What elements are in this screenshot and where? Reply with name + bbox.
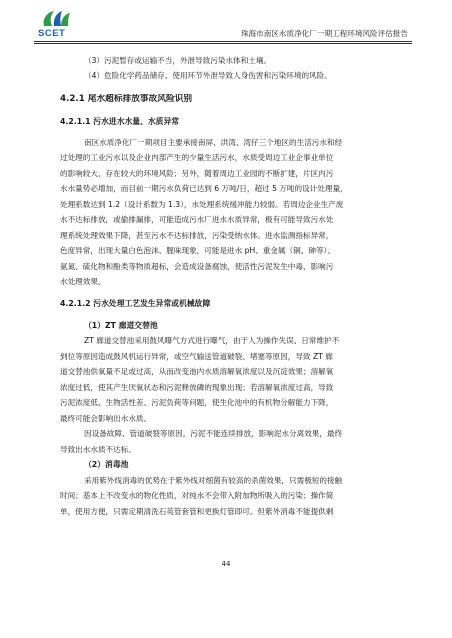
paragraph-line: 最终可能会影响出水水质。 — [60, 413, 152, 423]
page-header — [0, 0, 452, 44]
section-heading: （2）消毒池 — [84, 460, 129, 470]
section-heading: 4.2.1.1 污水进水水量、水质异常 — [60, 117, 180, 127]
paragraph-line: 南区水质净化厂一期项目主要承接南屏、洪湾、湾仔三个地区的生活污水和经 — [84, 137, 343, 147]
paragraph-line: 道交替池供氧量不足或过高，从而改变池内水质溶解氧浓度以及沉淀效果；溶解氧 — [60, 367, 334, 377]
paragraph-line: 时间；基本上不改变水的物化性质，对纯水不会带入附加物所吸入的污染；操作简 — [60, 491, 334, 501]
logo-text: SCET — [38, 28, 66, 39]
paragraph-line: 水水量势必增加，而目前一期污水负荷已达到 6 万吨/日，超过 5 万吨的设计处理量， — [60, 184, 348, 194]
paragraph-line: （4）危险化学药品储存、使用环节外泄导致人身伤害和污染环境的风险。 — [84, 71, 332, 81]
paragraph-line: 采用紫外线消毒的优势在于紫外线对细菌有较高的杀菌效果，只需极短的接触 — [84, 475, 343, 485]
paragraph-line: 的影响较大，存在较大的环境风险；另外，随着周边工业园的不断扩建，片区内污 — [60, 168, 334, 178]
paragraph-line: 到位等原因造成鼓风机运行异常，或空气输送管道破裂、堵塞等原因，导致 ZT 廊 — [60, 351, 333, 361]
paragraph-line: 理系统处理效果下降，甚至污水不达标排放，污染受纳水体。进水监测指标异常， — [60, 230, 334, 240]
paragraph-line: （3）污泥暂存或运输不当，外泄导致污染水体和土壤。 — [84, 56, 272, 65]
section-heading: 4.2.1.2 污水处理工艺发生异常或机械故障 — [60, 299, 211, 309]
paragraph-line: 水处理效果。 — [60, 277, 106, 287]
paragraph-line: 导致出水水质不达标。 — [60, 444, 136, 454]
report-header-title: 珠海市南区水质净化厂一期工程环境风险评估报告 — [240, 29, 408, 38]
paragraph-line: 色度异常，出现大量白色泡沫、腥味现象，可能是进水 pH、重金属（铜、砷等）、 — [60, 246, 335, 256]
paragraph-line: 单，使用方便，只需定期清洗石英管套管和更换灯管即可。但紫外消毒不能提供剩 — [60, 506, 334, 516]
section-heading: 4.2.1 尾水超标排放事故风险识别 — [60, 93, 193, 104]
paragraph-line: 因设备故障、管道破裂等原因，污泥不能连续排放，影响泥水分离效果，最终 — [84, 429, 343, 439]
paragraph-line: 过处理的工业污水以及企业内部产生的少量生活污水，水质受周边工业企事业单位 — [60, 153, 334, 163]
section-heading: （1）ZT 廊道交替池 — [84, 320, 158, 330]
paragraph-line: 处理系数达到 1.2（设计系数为 1.3），水处理系统缓冲能力较弱。若周边企业生产废 — [60, 199, 344, 209]
paragraph-line: 水不达标排放，或偷排漏排，可能造成污水厂进水水质异常，极有可能导致污水处 — [60, 215, 334, 225]
paragraph-line: 氨氮、硫化物和酚类等物质超标，会造成设备腐蚀，使活性污泥发生中毒，影响污 — [60, 261, 334, 271]
page-number: 44 — [221, 560, 231, 568]
paragraph-line: 浓度过低，使其产生厌氧状态和污泥释放磷的现象出现；若溶解氧浓度过高，导致 — [60, 382, 334, 392]
paragraph-line: 污泥浓度低、生物活性差、污泥负荷等问题，使生化池中的有机物分解能力下降， — [60, 398, 334, 408]
paragraph-line: ZT 廊道交替池采用鼓风曝气方式进行曝气，由于人为操作失误、日常维护不 — [84, 336, 340, 346]
header-divider — [34, 41, 412, 42]
header-divider-thin — [34, 43, 412, 44]
